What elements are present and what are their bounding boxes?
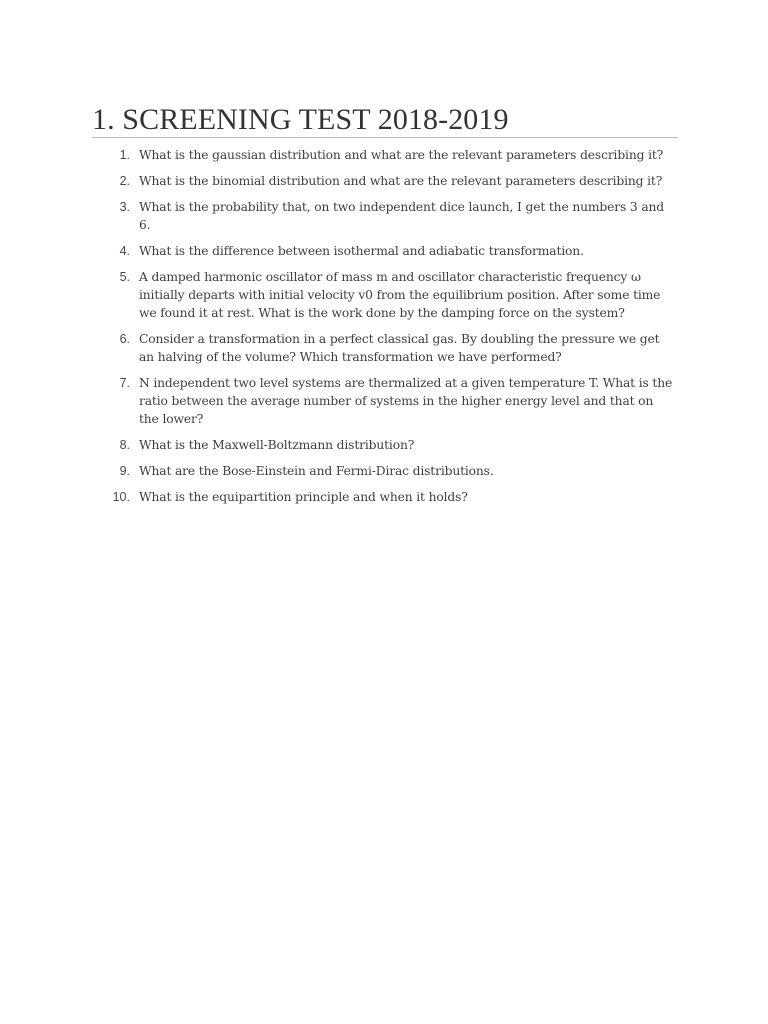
question-list (108, 146, 674, 514)
question-item (108, 462, 674, 480)
question-number: 7. (119, 376, 130, 390)
heading-section (92, 104, 678, 138)
question-number: 8. (119, 438, 130, 452)
question-number: 9. (119, 464, 130, 478)
question-text: What is the binomial distribution and what are the relevant parameters describing it? (139, 174, 663, 188)
question-text: What is the equipartition principle and when it holds? (139, 490, 468, 504)
question-number: 2. (119, 174, 130, 188)
question-item (108, 242, 674, 260)
question-number: 3. (119, 200, 130, 214)
question-number: 5. (119, 270, 130, 284)
question-number: 4. (119, 244, 130, 258)
question-text: Consider a transformation in a perfect classical gas. By doubling the pressure we get an halving of the volume? Which transformation we have performed? (139, 332, 660, 364)
page-title: 1. SCREENING TEST 2018-2019 (92, 103, 509, 136)
question-item (108, 172, 674, 190)
question-number: 6. (119, 332, 130, 346)
question-item (108, 268, 674, 322)
question-text: What are the Bose-Einstein and Fermi-Dirac distributions. (139, 464, 494, 478)
question-number: 10. (112, 490, 130, 504)
question-item (108, 488, 674, 506)
question-item (108, 436, 674, 454)
question-item (108, 374, 674, 428)
question-item (108, 146, 674, 164)
question-item (108, 330, 674, 366)
question-text: What is the difference between isothermal and adiabatic transformation. (139, 244, 584, 258)
question-number: 1. (119, 148, 130, 162)
question-text: A damped harmonic oscillator of mass m and oscillator characteristic frequency ω initially departs with initial velocity v0 from the equilibrium position. After some time we found it at rest. What is the work done by the damping force on the system? (139, 270, 661, 320)
question-text: What is the Maxwell-Boltzmann distribution? (139, 438, 415, 452)
question-item (108, 198, 674, 234)
question-text: What is the probability that, on two independent dice launch, I get the numbers 3 and 6. (139, 200, 664, 232)
question-text: What is the gaussian distribution and what are the relevant parameters describing it? (139, 148, 664, 162)
question-text: N independent two level systems are thermalized at a given temperature T. What is the ratio between the average number of systems in the higher energy level and that on the lower? (139, 376, 673, 426)
